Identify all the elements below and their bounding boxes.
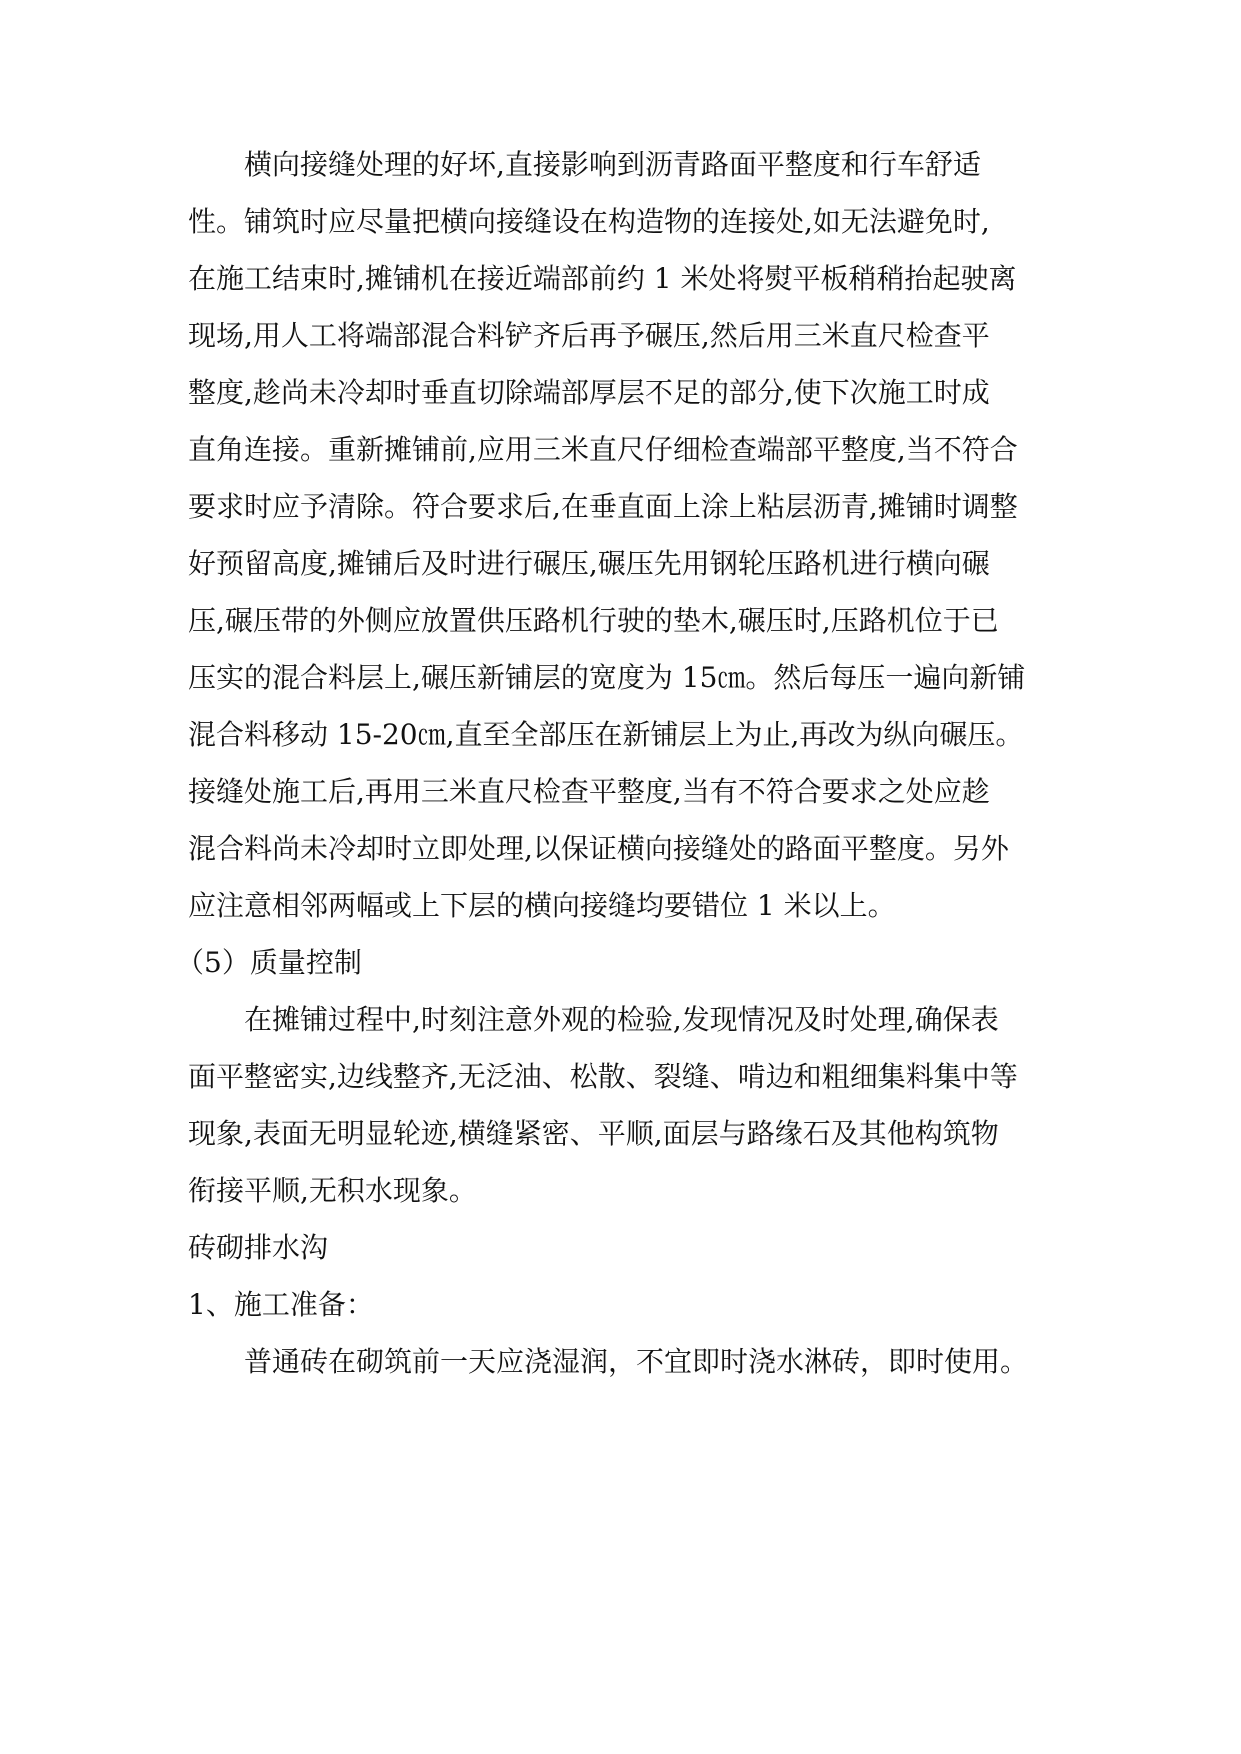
paragraph-line: 现场,用人工将端部混合料铲齐后再予碾压,然后用三米直尺检查平	[188, 319, 990, 352]
paragraph-line: 应注意相邻两幅或上下层的横向接缝均要错位 1 米以上。	[188, 889, 896, 922]
subsection-heading: 1、施工准备：	[188, 1288, 374, 1321]
paragraph-line: 压实的混合料层上,碾压新铺层的宽度为 15㎝。然后每压一遍向新铺	[188, 661, 1026, 694]
paragraph-line: 在施工结束时,摊铺机在接近端部前约 1 米处将熨平板稍稍抬起驶离	[188, 262, 1017, 295]
paragraph-line: 好预留高度,摊铺后及时进行碾压,碾压先用钢轮压路机进行横向碾	[188, 547, 990, 580]
paragraph-line: 现象,表面无明显轮迹,横缝紧密、平顺,面层与路缘石及其他构筑物	[188, 1117, 999, 1150]
paragraph-line: 面平整密实,边线整齐,无泛油、松散、裂缝、啃边和粗细集料集中等	[188, 1060, 1018, 1093]
paragraph-line: 在摊铺过程中,时刻注意外观的检验,发现情况及时处理,确保表	[244, 1003, 999, 1036]
paragraph-line: 压,碾压带的外侧应放置供压路机行驶的垫木,碾压时,压路机位于已	[188, 604, 999, 637]
paragraph-line: 直角连接。重新摊铺前,应用三米直尺仔细检查端部平整度,当不符合	[188, 433, 1018, 466]
section-heading: （5）质量控制	[176, 946, 362, 979]
paragraph-line: 混合料移动 15-20㎝,直至全部压在新铺层上为止,再改为纵向碾压。	[188, 718, 1024, 751]
paragraph-line: 要求时应予清除。符合要求后,在垂直面上涂上粘层沥青,摊铺时调整	[188, 490, 1018, 523]
paragraph-line: 整度,趁尚未冷却时垂直切除端部厚层不足的部分,使下次施工时成	[188, 376, 990, 409]
paragraph-line: 横向接缝处理的好坏,直接影响到沥青路面平整度和行车舒适	[244, 148, 981, 181]
paragraph-line: 普通砖在砌筑前一天应浇湿润，不宜即时浇水淋砖，即时使用。	[244, 1345, 1029, 1378]
paragraph-line: 衔接平顺,无积水现象。	[188, 1174, 477, 1207]
paragraph-line: 混合料尚未冷却时立即处理,以保证横向接缝处的路面平整度。另外	[188, 832, 1009, 865]
section-heading: 砖砌排水沟	[188, 1231, 329, 1264]
paragraph-line: 接缝处施工后,再用三米直尺检查平整度,当有不符合要求之处应趁	[188, 775, 990, 808]
paragraph-line: 性。铺筑时应尽量把横向接缝设在构造物的连接处,如无法避免时,	[188, 205, 990, 238]
